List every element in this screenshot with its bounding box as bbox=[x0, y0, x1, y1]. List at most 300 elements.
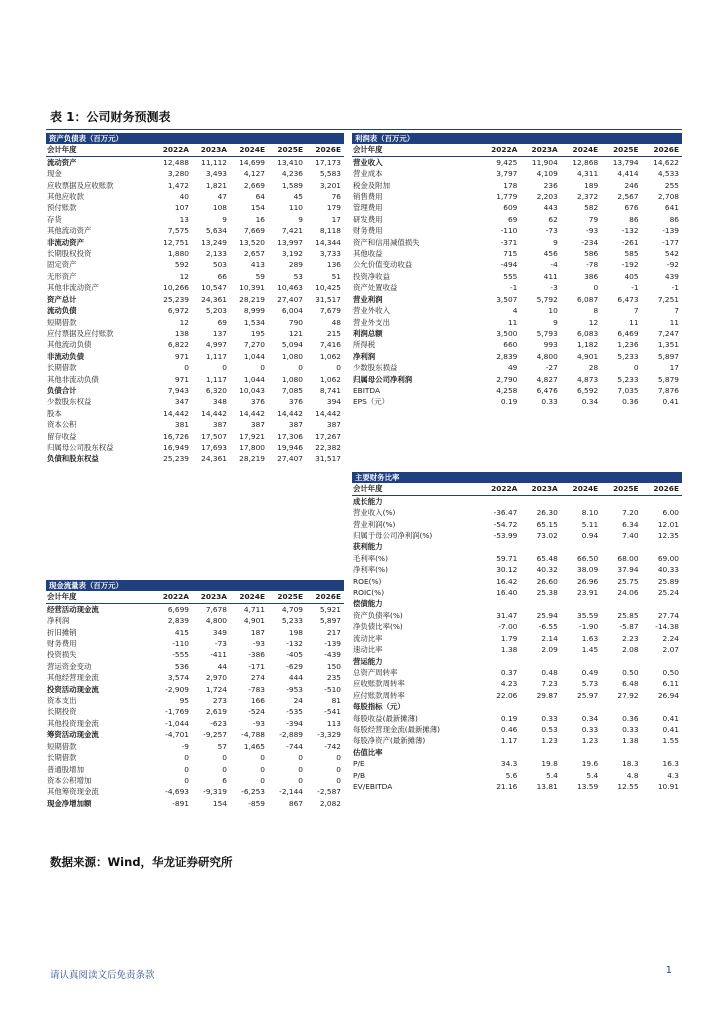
row-value: -623 bbox=[210, 718, 227, 728]
row-value: 1,080 bbox=[281, 374, 303, 384]
row-value: 81 bbox=[331, 696, 341, 706]
row-value: 4,901 bbox=[243, 616, 265, 626]
year-header: 2023A bbox=[192, 144, 230, 156]
row-value: 415 bbox=[174, 627, 189, 637]
row-value: -4,788 bbox=[241, 730, 265, 740]
table-row bbox=[46, 741, 344, 752]
data-source: 数据来源：Wind，华龙证券研究所 bbox=[50, 855, 233, 869]
table-row bbox=[352, 156, 682, 168]
row-value: 113 bbox=[326, 718, 341, 728]
table-row bbox=[46, 649, 344, 660]
row-value: 26.94 bbox=[657, 690, 679, 700]
row-value: 136 bbox=[326, 260, 341, 270]
table-row bbox=[352, 328, 682, 339]
row-label: EV/EBITDA bbox=[353, 781, 393, 791]
row-label: ROE(%) bbox=[353, 576, 382, 586]
year-header: 2026E bbox=[642, 483, 682, 495]
row-value: 17,800 bbox=[239, 442, 265, 452]
row-label: 估值比率 bbox=[353, 747, 383, 757]
row-value: 30.12 bbox=[496, 565, 518, 575]
row-value: 0.50 bbox=[622, 667, 639, 677]
row-value: 2.23 bbox=[622, 633, 639, 643]
row-value: 4.8 bbox=[626, 770, 639, 780]
row-value: 536 bbox=[174, 661, 189, 671]
row-value: 28,219 bbox=[239, 454, 265, 464]
row-value: -78 bbox=[586, 260, 599, 270]
row-value: 348 bbox=[212, 397, 227, 407]
row-value: 0.50 bbox=[662, 667, 679, 677]
row-value: -73 bbox=[214, 639, 227, 649]
disclaimer-footer: 请认真阅读文后免责条款 bbox=[50, 970, 155, 981]
row-value: 24 bbox=[293, 696, 303, 706]
row-value: 0.94 bbox=[581, 531, 599, 541]
row-value: 14,442 bbox=[163, 408, 189, 418]
row-value: 5,897 bbox=[657, 351, 679, 361]
row-label: 其他流动资产 bbox=[47, 226, 92, 236]
table-row bbox=[352, 564, 682, 575]
row-label: 营业利润 bbox=[353, 294, 383, 304]
row-value: 6,469 bbox=[617, 328, 639, 338]
row-value: 6,592 bbox=[577, 385, 599, 395]
table-row bbox=[46, 615, 344, 626]
table-row bbox=[46, 718, 344, 729]
row-value: 8 bbox=[593, 306, 599, 316]
table-row bbox=[352, 576, 682, 587]
row-value: 44 bbox=[217, 661, 227, 671]
row-value: 1,062 bbox=[319, 374, 341, 384]
row-value: 7,876 bbox=[657, 385, 679, 395]
year-header: 2023A bbox=[520, 483, 560, 495]
row-value: 13,520 bbox=[239, 237, 265, 247]
row-value: 5.73 bbox=[581, 679, 599, 689]
row-value: 215 bbox=[326, 328, 341, 338]
title-underline bbox=[46, 129, 682, 130]
row-value: 25.24 bbox=[657, 588, 679, 598]
row-value: 0.41 bbox=[662, 713, 679, 723]
row-value: 25.38 bbox=[536, 588, 558, 598]
row-value: 27,407 bbox=[277, 454, 303, 464]
row-label: 每股经营现金流(最新摊薄) bbox=[353, 724, 441, 734]
table-row bbox=[46, 202, 344, 213]
row-value: -4 bbox=[550, 260, 558, 270]
row-value: -54.72 bbox=[493, 519, 518, 529]
row-value: 1,880 bbox=[167, 249, 189, 259]
row-value: 178 bbox=[503, 180, 518, 190]
row-value: 16,949 bbox=[163, 442, 189, 452]
table-row bbox=[46, 317, 344, 328]
row-value: -53.99 bbox=[493, 531, 518, 541]
row-value: -234 bbox=[581, 237, 599, 247]
row-value: 68.00 bbox=[617, 553, 639, 563]
section-title: 现金流量表（百万元） bbox=[46, 580, 344, 591]
year-header: 2024E bbox=[561, 483, 601, 495]
row-value: -261 bbox=[621, 237, 639, 247]
row-value: 0 bbox=[298, 775, 303, 785]
row-value: 971 bbox=[174, 374, 189, 384]
row-value: 4 bbox=[512, 306, 518, 316]
row-value bbox=[561, 747, 601, 758]
row-value: 1,821 bbox=[205, 180, 227, 190]
row-value: 5,094 bbox=[281, 340, 303, 350]
row-value: 0 bbox=[184, 363, 189, 373]
year-header: 2025E bbox=[268, 144, 306, 156]
table-row bbox=[352, 225, 682, 236]
row-value: 1.38 bbox=[500, 645, 518, 655]
row-value: 1.79 bbox=[500, 633, 518, 643]
row-label: 成长能力 bbox=[353, 496, 383, 506]
year-header: 2026E bbox=[306, 144, 344, 156]
row-label: 无形资产 bbox=[47, 271, 77, 281]
row-label: 营运能力 bbox=[353, 656, 383, 666]
table-row bbox=[352, 701, 682, 712]
row-value: 4,997 bbox=[205, 340, 227, 350]
row-label: 营业成本 bbox=[353, 169, 383, 179]
row-value: 3,280 bbox=[167, 169, 189, 179]
row-value: 76 bbox=[331, 192, 341, 202]
row-value: 2,708 bbox=[657, 192, 679, 202]
row-value: 4,800 bbox=[536, 351, 558, 361]
row-value: 14,442 bbox=[201, 408, 227, 418]
row-value: -2,909 bbox=[165, 684, 189, 694]
row-value bbox=[601, 495, 641, 507]
row-value: 9 bbox=[553, 237, 558, 247]
row-value: -783 bbox=[248, 684, 265, 694]
row-value: 12,868 bbox=[572, 157, 599, 167]
row-value: 12,751 bbox=[163, 237, 189, 247]
row-value: -92 bbox=[666, 260, 679, 270]
row-value: 1,472 bbox=[167, 180, 189, 190]
row-value: 349 bbox=[212, 627, 227, 637]
table-row bbox=[352, 758, 682, 769]
row-value: 715 bbox=[503, 249, 518, 259]
table-row bbox=[352, 747, 682, 758]
row-label: 总资产周转率 bbox=[353, 667, 398, 677]
year-header: 2024E bbox=[230, 144, 268, 156]
row-value: 456 bbox=[543, 249, 558, 259]
row-value: 2,567 bbox=[617, 192, 639, 202]
row-value: -6.55 bbox=[538, 622, 558, 632]
row-value: 3,797 bbox=[496, 169, 518, 179]
row-value: 6.34 bbox=[622, 519, 639, 529]
row-value: 12 bbox=[179, 271, 189, 281]
row-value: 0 bbox=[222, 764, 227, 774]
row-label: 利润总额 bbox=[353, 328, 383, 338]
row-value: -6,253 bbox=[241, 787, 265, 797]
row-value: -411 bbox=[210, 650, 227, 660]
row-value bbox=[561, 598, 601, 609]
row-value: 0.41 bbox=[662, 724, 679, 734]
table-row bbox=[352, 374, 682, 385]
row-value: 0 bbox=[336, 363, 341, 373]
row-label: 其他应收款 bbox=[47, 192, 84, 202]
row-value bbox=[480, 656, 520, 667]
row-value: -27 bbox=[545, 363, 558, 373]
row-label: 每股收益(最新摊薄) bbox=[353, 713, 418, 723]
row-value: 31.47 bbox=[496, 610, 518, 620]
row-label: 存货 bbox=[47, 214, 62, 224]
row-value: 4,709 bbox=[281, 604, 303, 614]
row-value: 166 bbox=[250, 696, 265, 706]
row-value: 17 bbox=[669, 363, 679, 373]
row-value: 4.3 bbox=[667, 770, 679, 780]
row-value bbox=[601, 701, 641, 712]
row-value: 24,361 bbox=[201, 454, 227, 464]
row-label: 资产负债率(%) bbox=[353, 610, 403, 620]
row-value: 5.11 bbox=[581, 519, 599, 529]
row-value: -4,693 bbox=[165, 787, 189, 797]
row-value: 11 bbox=[669, 317, 679, 327]
row-value: 13,249 bbox=[201, 237, 227, 247]
financial-ratios-table bbox=[352, 472, 682, 792]
row-value: 16.3 bbox=[662, 759, 679, 769]
row-value: -535 bbox=[286, 707, 303, 717]
row-value: 413 bbox=[250, 260, 265, 270]
row-value: 49 bbox=[507, 363, 518, 373]
year-header: 2025E bbox=[268, 591, 306, 603]
row-value: 0.37 bbox=[500, 667, 518, 677]
row-value bbox=[642, 541, 682, 552]
row-label: 每股净资产(最新摊薄) bbox=[353, 736, 426, 746]
row-label: 流动资产 bbox=[47, 157, 77, 167]
row-value: 255 bbox=[664, 180, 679, 190]
row-value: -9,319 bbox=[203, 787, 227, 797]
row-value: -7.00 bbox=[498, 622, 518, 632]
row-value: 5.6 bbox=[505, 770, 518, 780]
table-row bbox=[46, 764, 344, 775]
row-value: 14,699 bbox=[239, 157, 265, 167]
row-value: 14,442 bbox=[315, 408, 341, 418]
row-value: 27.92 bbox=[617, 690, 639, 700]
row-label: 短期借款 bbox=[47, 317, 77, 327]
row-value: 289 bbox=[288, 260, 303, 270]
table-row bbox=[352, 770, 682, 781]
table-row bbox=[352, 633, 682, 644]
row-value: 0 bbox=[298, 764, 303, 774]
row-value: 73.02 bbox=[536, 531, 558, 541]
row-value: 9 bbox=[298, 214, 303, 224]
row-value: 5,634 bbox=[205, 226, 227, 236]
row-label: 归属母公司股东权益 bbox=[47, 442, 114, 452]
row-value: 69 bbox=[217, 317, 227, 327]
row-value: 5,203 bbox=[205, 306, 227, 316]
row-value: -139 bbox=[662, 226, 679, 236]
row-value bbox=[520, 656, 560, 667]
row-value: 17,921 bbox=[239, 431, 265, 441]
row-label: 现金净增加额 bbox=[47, 798, 92, 808]
row-value bbox=[520, 598, 560, 609]
row-label: 资产总计 bbox=[47, 294, 77, 304]
row-value: 4,827 bbox=[536, 374, 558, 384]
table-row bbox=[46, 729, 344, 740]
row-value: -2,889 bbox=[279, 730, 303, 740]
year-header: 2026E bbox=[642, 144, 682, 156]
row-value: -744 bbox=[286, 741, 303, 751]
row-value: 5,233 bbox=[281, 616, 303, 626]
row-value: 0.36 bbox=[622, 397, 639, 407]
year-header: 2025E bbox=[601, 144, 641, 156]
table-row bbox=[46, 214, 344, 225]
row-label: 其他收益 bbox=[353, 249, 383, 259]
row-value: 13.59 bbox=[577, 781, 599, 791]
row-value: 3,201 bbox=[319, 180, 341, 190]
row-value: 0.34 bbox=[581, 713, 599, 723]
table-row bbox=[46, 419, 344, 430]
row-value: -510 bbox=[324, 684, 341, 694]
row-value: 16,726 bbox=[163, 431, 189, 441]
row-label: 净利润 bbox=[353, 351, 376, 361]
row-label: 少数股东损益 bbox=[353, 363, 398, 373]
row-label: EBITDA bbox=[353, 385, 381, 395]
row-value: 6,004 bbox=[281, 306, 303, 316]
row-label: 应收票据及应收账款 bbox=[47, 180, 114, 190]
row-label: 其他流动负债 bbox=[47, 340, 92, 350]
row-value: 40.33 bbox=[657, 565, 679, 575]
row-value: 1,117 bbox=[205, 351, 227, 361]
row-value: 1,589 bbox=[281, 180, 303, 190]
row-label: ROIC(%) bbox=[353, 588, 385, 598]
table-row bbox=[352, 678, 682, 689]
row-value: 592 bbox=[174, 260, 189, 270]
row-value: 7 bbox=[674, 306, 679, 316]
row-value bbox=[601, 598, 641, 609]
table-row bbox=[352, 339, 682, 350]
row-value: 7,035 bbox=[617, 385, 639, 395]
row-value: 2.09 bbox=[541, 645, 558, 655]
row-value: 13,794 bbox=[612, 157, 639, 167]
row-value: 10,547 bbox=[201, 283, 227, 293]
row-value: 14,622 bbox=[653, 157, 679, 167]
row-value: 12.55 bbox=[617, 781, 639, 791]
year-header: 2022A bbox=[154, 144, 192, 156]
table-row bbox=[46, 408, 344, 419]
table-row bbox=[352, 781, 682, 792]
row-value: 0.33 bbox=[541, 397, 558, 407]
row-value: 5.4 bbox=[546, 770, 558, 780]
row-value: 0.46 bbox=[500, 724, 518, 734]
row-label: 资产和信用减值损失 bbox=[353, 237, 420, 247]
table-row bbox=[352, 644, 682, 655]
row-value: 4,236 bbox=[281, 169, 303, 179]
row-value: -891 bbox=[172, 798, 189, 808]
row-value: 7,669 bbox=[243, 226, 265, 236]
row-value: 444 bbox=[288, 673, 303, 683]
row-value: 586 bbox=[584, 249, 599, 259]
table-row bbox=[46, 442, 344, 453]
row-value: -555 bbox=[172, 650, 189, 660]
row-value: -36.47 bbox=[493, 508, 518, 518]
row-value: 411 bbox=[543, 271, 558, 281]
table-row bbox=[46, 786, 344, 797]
row-value: -3,329 bbox=[317, 730, 341, 740]
row-value: 5,897 bbox=[319, 616, 341, 626]
row-value: 40.32 bbox=[536, 565, 558, 575]
row-value: -405 bbox=[286, 650, 303, 660]
row-value: 28,219 bbox=[239, 294, 265, 304]
table-row bbox=[352, 519, 682, 530]
row-value: 2,669 bbox=[243, 180, 265, 190]
row-value: 1,117 bbox=[205, 374, 227, 384]
row-value: 86 bbox=[669, 214, 679, 224]
row-value: 790 bbox=[288, 317, 303, 327]
section-title-row bbox=[46, 580, 344, 591]
table-row bbox=[352, 237, 682, 248]
row-value: 64 bbox=[255, 192, 265, 202]
row-value: -14.38 bbox=[655, 622, 679, 632]
row-value: 110 bbox=[288, 203, 303, 213]
table-row bbox=[46, 271, 344, 282]
row-value: 1.23 bbox=[541, 736, 558, 746]
header-row bbox=[46, 591, 344, 603]
row-value: 6 bbox=[222, 775, 227, 785]
row-value: 25.94 bbox=[536, 610, 558, 620]
row-value: 1,465 bbox=[243, 741, 265, 751]
table-row bbox=[352, 317, 682, 328]
table-title: 表 1：公司财务预测表 bbox=[50, 110, 171, 124]
table-row bbox=[352, 553, 682, 564]
row-label: 其他经营现金流 bbox=[47, 673, 99, 683]
row-label: 营业外收入 bbox=[353, 306, 390, 316]
row-value: 394 bbox=[326, 397, 341, 407]
row-label: 管理费用 bbox=[353, 203, 383, 213]
table-row bbox=[46, 638, 344, 649]
row-value: 2,839 bbox=[167, 616, 189, 626]
row-value: 555 bbox=[503, 271, 518, 281]
row-value: 14,442 bbox=[239, 408, 265, 418]
row-value: 35.59 bbox=[577, 610, 599, 620]
row-value: 57 bbox=[217, 741, 227, 751]
row-value: 17,507 bbox=[201, 431, 227, 441]
table-row bbox=[46, 706, 344, 717]
row-value: -171 bbox=[248, 661, 265, 671]
row-label: 公允价值变动收益 bbox=[353, 260, 413, 270]
row-label: 其他投资现金流 bbox=[47, 718, 99, 728]
row-value: 0.49 bbox=[581, 667, 599, 677]
row-value: 12.35 bbox=[657, 531, 679, 541]
row-label: 营业收入 bbox=[353, 157, 383, 167]
row-value: 7,270 bbox=[243, 340, 265, 350]
row-value: 69 bbox=[507, 214, 518, 224]
row-value: 585 bbox=[624, 249, 639, 259]
row-value: 179 bbox=[326, 203, 341, 213]
row-value: 4,414 bbox=[617, 169, 639, 179]
row-value: 6,822 bbox=[167, 340, 189, 350]
table-row bbox=[46, 156, 344, 168]
row-value: 16 bbox=[255, 214, 265, 224]
row-value: 347 bbox=[174, 397, 189, 407]
row-value: 381 bbox=[174, 420, 189, 430]
row-value: 195 bbox=[250, 328, 265, 338]
table-row bbox=[46, 627, 344, 638]
row-value: 7.40 bbox=[622, 531, 639, 541]
row-value: 1.55 bbox=[662, 736, 679, 746]
row-value: 5,792 bbox=[536, 294, 558, 304]
table-row bbox=[352, 621, 682, 632]
row-value: 10 bbox=[548, 306, 558, 316]
table-row bbox=[46, 752, 344, 763]
row-value: 7.20 bbox=[622, 508, 639, 518]
row-label: 营业外支出 bbox=[353, 317, 390, 327]
row-label: 其他筹资现金流 bbox=[47, 787, 99, 797]
row-value: 3,500 bbox=[496, 328, 518, 338]
row-value: -4,701 bbox=[165, 730, 189, 740]
row-value: 387 bbox=[288, 420, 303, 430]
row-value: 21.16 bbox=[496, 781, 518, 791]
row-value: 8,741 bbox=[319, 385, 341, 395]
row-value: 6,473 bbox=[617, 294, 639, 304]
row-value: -9,257 bbox=[203, 730, 227, 740]
row-label: 销售费用 bbox=[353, 192, 383, 202]
row-value: 2,970 bbox=[205, 673, 227, 683]
